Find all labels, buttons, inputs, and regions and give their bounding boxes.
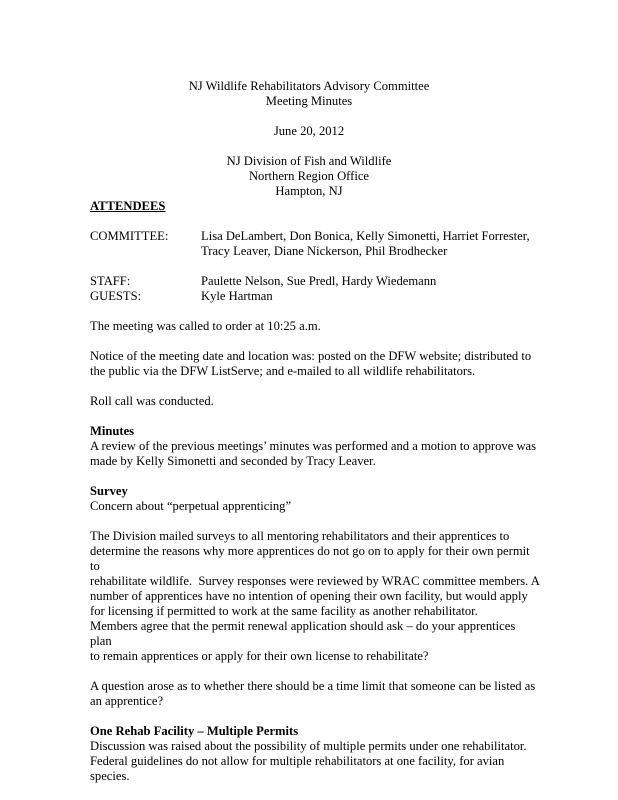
survey-heading: Survey xyxy=(90,484,128,498)
survey-para2-line-2: an apprentice? xyxy=(90,694,164,708)
survey-concern: Concern about “perpetual apprenticing” xyxy=(90,499,292,513)
survey-para1-line-1: The Division mailed surveys to all mentoring rehabilitators and their apprentices to xyxy=(90,529,510,543)
staff-members: Paulette Nelson, Sue Predl, Hardy Wiedemann xyxy=(201,274,437,288)
staff-label: STAFF: xyxy=(90,274,131,288)
rehab-line-3: species. xyxy=(90,769,130,783)
location-line-3: Hampton, NJ xyxy=(275,184,343,198)
committee-label: COMMITTEE: xyxy=(90,229,169,243)
org-name: NJ Wildlife Rehabilitators Advisory Committee xyxy=(188,79,430,93)
survey-para2-line-1: A question arose as to whether there should be a time limit that someone can be listed as xyxy=(90,679,536,693)
guests-members: Kyle Hartman xyxy=(201,289,273,303)
survey-para1-line-3: rehabilitate wildlife. Survey responses were reviewed by WRAC committee members. A xyxy=(90,574,540,588)
called-to-order-text: The meeting was called to order at 10:25 a.m. xyxy=(90,319,321,333)
minutes-line-1: A review of the previous meetings’ minutes was performed and a motion to approve was xyxy=(90,439,537,453)
rehab-facility-heading: One Rehab Facility – Multiple Permits xyxy=(90,724,299,738)
notice-line-1: Notice of the meeting date and location was: posted on the DFW website; distributed to xyxy=(90,349,532,363)
notice-line-2: the public via the DFW ListServe; and e-mailed to all wildlife rehabilitators. xyxy=(90,364,476,378)
committee-row-2 xyxy=(90,244,540,259)
guests-label: GUESTS: xyxy=(90,289,142,303)
survey-para1-line-7: to remain apprentices or apply for their own license to rehabilitate? xyxy=(90,649,429,663)
survey-para1-line-4: number of apprentices have no intention of opening their own facility, but would apply xyxy=(90,589,528,603)
minutes-heading: Minutes xyxy=(90,424,135,438)
document-header xyxy=(0,79,618,199)
staff-row xyxy=(90,274,540,289)
attendees-heading: ATTENDEES xyxy=(90,199,166,213)
committee-members-line-1: Lisa DeLambert, Don Bonica, Kelly Simonetti, Harriet Forrester, xyxy=(201,229,530,243)
survey-para1-line-5: for licensing if permitted to work at the same facility as another rehabilitator. xyxy=(90,604,478,618)
minutes-line-2: made by Kelly Simonetti and seconded by Tracy Leaver. xyxy=(90,454,376,468)
rehab-line-2: Federal guidelines do not allow for multiple rehabilitators at one facility, for avian xyxy=(90,754,505,768)
guests-row xyxy=(90,289,540,304)
location-line-2: Northern Region Office xyxy=(248,169,370,183)
committee-members-line-2: Tracy Leaver, Diane Nickerson, Phil Brodhecker xyxy=(201,244,448,258)
meeting-date: June 20, 2012 xyxy=(273,124,345,138)
document-type: Meeting Minutes xyxy=(265,94,353,108)
committee-row xyxy=(90,229,540,244)
location-line-1: NJ Division of Fish and Wildlife xyxy=(226,154,392,168)
rehab-line-1: Discussion was raised about the possibility of multiple permits under one rehabilitator. xyxy=(90,739,527,753)
roll-call-text: Roll call was conducted. xyxy=(90,394,214,408)
document-body xyxy=(90,199,540,784)
survey-para1-line-6: Members agree that the permit renewal application should ask – do your apprentices plan xyxy=(90,619,516,648)
survey-para1-line-2: determine the reasons why more apprentices do not go on to apply for their own permit to xyxy=(90,544,530,573)
